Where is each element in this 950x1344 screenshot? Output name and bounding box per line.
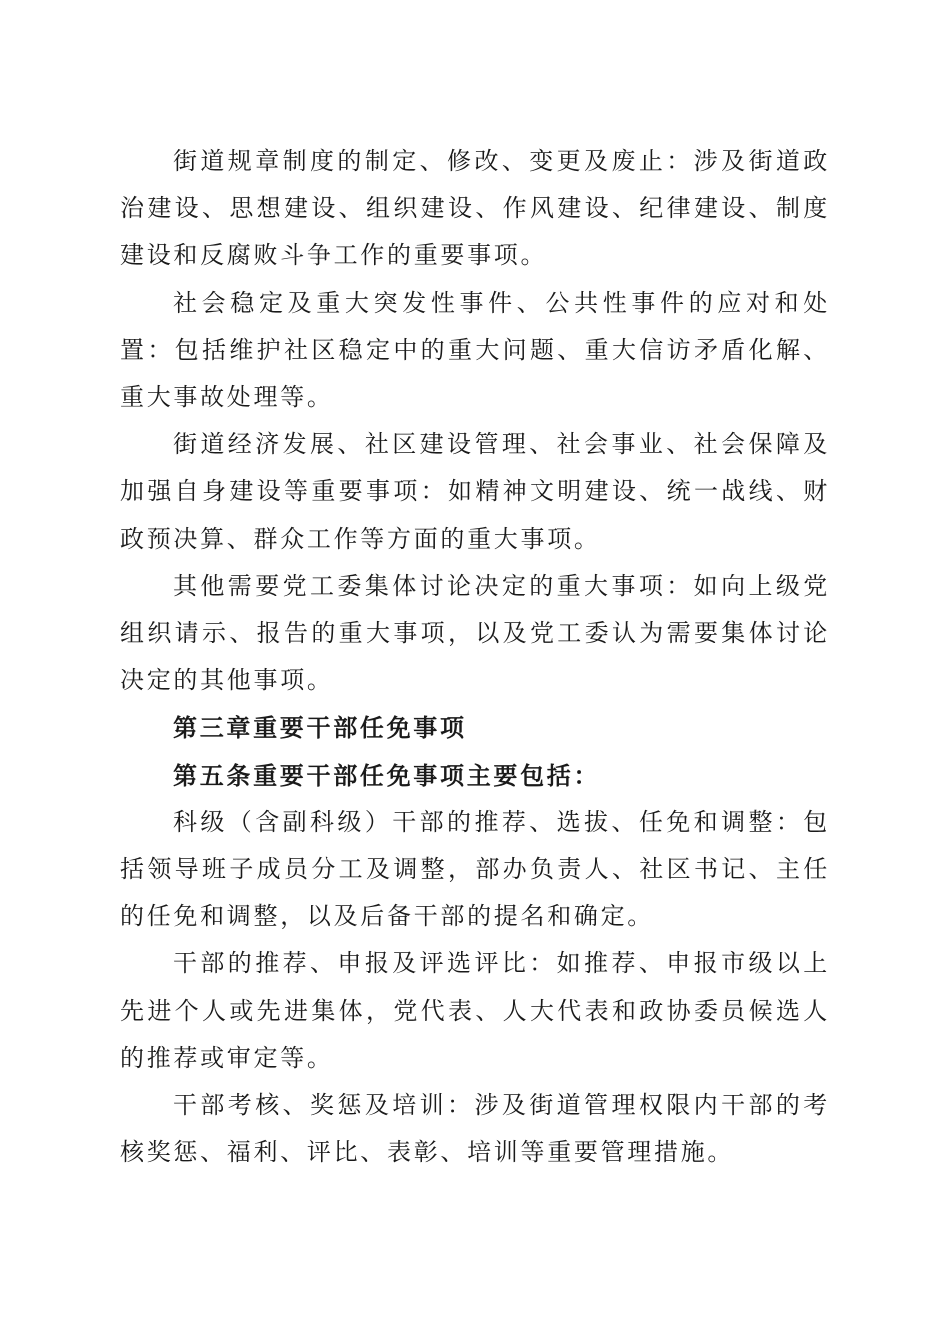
article-heading: 第五条重要干部任免事项主要包括： [173, 760, 601, 790]
paragraph-cadre-assessment: 干部考核、奖惩及培训：涉及街道管理权限内干部的考核奖惩、福利、评比、表彰、培训等重要管理措施。 [120, 1091, 830, 1167]
paragraph-cadre-recommendation: 干部的推荐、申报及评选评比：如推荐、申报市级以上先进个人或先进集体，党代表、人大代表和政协委员候选人的推荐或审定等。 [120, 949, 830, 1072]
paragraph-social-stability: 社会稳定及重大突发性事件、公共性事件的应对和处置：包括维护社区稳定中的重大问题、重大信访矛盾化解、重大事故处理等。 [120, 288, 830, 412]
chapter-heading: 第三章重要干部任免事项 [173, 713, 467, 743]
paragraph-cadre-appointment: 科级（含副科级）干部的推荐、选拔、任免和调整：包括领导班子成员分工及调整，部办负责人、社区书记、主任的任免和调整，以及后备干部的提名和确定。 [120, 807, 830, 931]
paragraph-economic-development: 街道经济发展、社区建设管理、社会事业、社会保障及加强自身建设等重要事项：如精神文明建设、统一战线、财政预决算、群众工作等方面的重大事项。 [120, 430, 830, 553]
document-body [120, 138, 830, 1176]
paragraph-regulations: 街道规章制度的制定、修改、变更及废止：涉及街道政治建设、思想建设、组织建设、作风建设、纪律建设、制度建设和反腐败斗争工作的重要事项。 [120, 147, 830, 270]
paragraph-other-matters: 其他需要党工委集体讨论决定的重大事项：如向上级党组织请示、报告的重大事项，以及党工委认为需要集体讨论决定的其他事项。 [120, 571, 830, 695]
